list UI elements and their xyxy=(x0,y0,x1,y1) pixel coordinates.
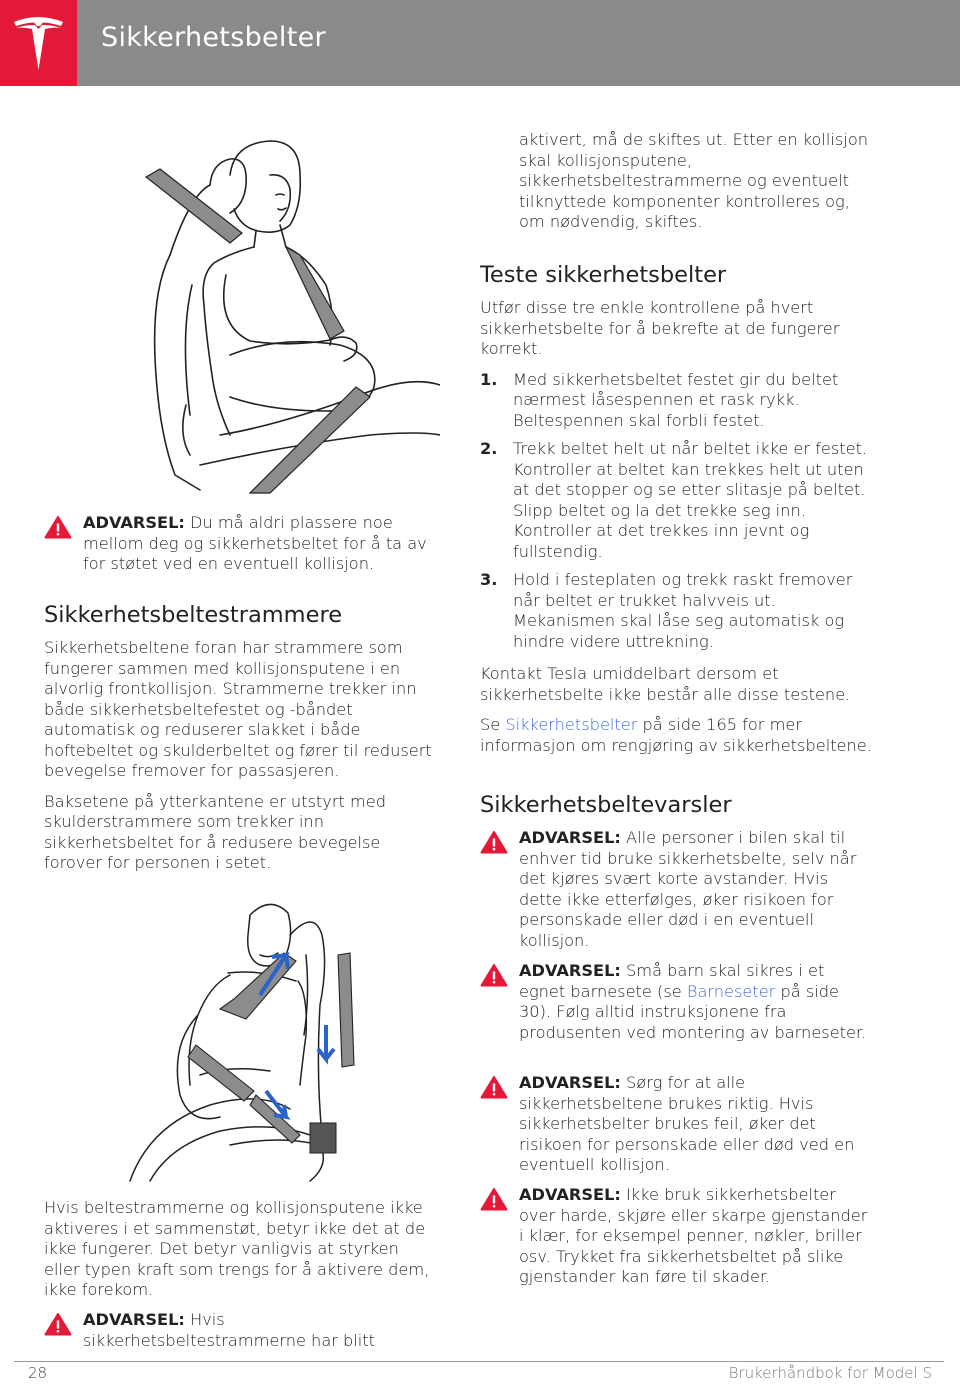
warning-label: ADVARSEL: xyxy=(83,513,185,532)
warning-text: Alle personer i bilen skal til enhver tid bruke sikkerhetsbelte, selv når det kjøres svært korte avstander. Hvis dette ikke etterfølges, øker risikoen for personskade eller død i en eventuell kollisjon. xyxy=(519,828,857,950)
paragraph: aktivert, må de skiftes ut. Etter en kollisjon skal kollisjonsputene, sikkerhetsbeltestrammerne og eventuelt tilknyttede komponenter kontrolleres og, om nødvendig, skiftes. xyxy=(519,130,869,231)
warning-text: Hvis sikkerhetsbeltestrammerne har blitt xyxy=(83,1310,375,1350)
sikkerhetsbelter-link[interactable]: Sikkerhetsbelter xyxy=(505,715,638,734)
step-text: Trekk beltet helt ut når beltet ikke er festet. Kontroller at beltet kan trekkes helt ut uten at det stopper og se etter slitasje på beltet. Slipp beltet og la det trekke seg inn. Kontroller at det trekkes inn jevnt og fullstendig. xyxy=(513,439,868,561)
warning-block: ADVARSEL: Små barn skal sikres i et egnet barnesete (se Barneseter på side 30). Følg alltid instruksjonene fra produsenten ved montering av barneseter. xyxy=(480,961,872,1043)
paragraph: Utfør disse tre enkle kontrollene på hvert sikkerhetsbelte for å bekrefte at de fungerer korrekt. xyxy=(480,298,840,358)
list-item xyxy=(480,370,872,432)
paragraph: Sikkerhetsbeltene foran har strammere som fungerer sammen med kollisjonsputene i en alvorlig frontkollisjon. Strammerne trekker inn både sikkerhetsbeltefestet og -båndet automatisk og reduserer slakket i både hoftebeltet og skulderbeltet og fører til redusert bevegelse fremover for passasjeren. xyxy=(44,638,432,780)
section-heading: Sikkerhetsbeltestrammere xyxy=(44,602,343,628)
warning-label: ADVARSEL: xyxy=(519,961,621,980)
barneseter-link[interactable]: Barneseter xyxy=(686,981,776,1001)
manual-title: Brukerhåndbok for Model S xyxy=(728,1364,932,1382)
warning-label: ADVARSEL: xyxy=(83,1310,185,1329)
step-number: 1. xyxy=(480,369,498,389)
page-title: Sikkerhetsbelter xyxy=(101,22,326,53)
tesla-logo-icon xyxy=(12,14,65,72)
warning-label: ADVARSEL: xyxy=(519,828,621,847)
section-heading: Teste sikkerhetsbelter xyxy=(480,262,727,288)
warning-triangle-icon xyxy=(480,830,508,854)
steps-list xyxy=(480,370,872,653)
paragraph: Baksetene på ytterkantene er utstyrt med skulderstrammere som trekker inn sikkerhetsbeltet for å redusere bevegelse forover for personen i setet. xyxy=(44,791,387,872)
warning-text: Ikke bruk sikkerhetsbelter over harde, skjøre eller skarpe gjenstander i klær, for eksempel penner, nøkler, briller osv. Trykket fra sikkerhetsbeltet på slike gjenstander kan føre til skader. xyxy=(519,1185,868,1286)
warning-triangle-icon xyxy=(480,1187,508,1211)
footer-divider xyxy=(14,1361,944,1362)
warning-block xyxy=(44,1310,436,1351)
paragraph: Hvis beltestrammerne og kollisjonsputene ikke aktiveres i et sammenstøt, betyr ikke det at de ikke fungerer. Det betyr vanligvis at styrken eller typen kraft som trengs for å aktivere dem, ikke forekom. xyxy=(44,1198,430,1299)
step-number: 3. xyxy=(480,570,498,589)
warning-label: ADVARSEL: xyxy=(519,1073,621,1092)
paragraph: Se Sikkerhetsbelter på side 165 for mer informasjon om rengjøring av sikkerhetsbeltene. xyxy=(480,715,872,755)
warning-triangle-icon xyxy=(480,963,508,987)
pregnant-woman-seatbelt-illustration xyxy=(130,135,440,495)
warning-block xyxy=(44,513,436,575)
page-header xyxy=(0,0,960,86)
warning-triangle-icon xyxy=(44,1312,72,1336)
step-number: 2. xyxy=(480,439,498,458)
warning-block xyxy=(480,828,872,951)
warning-block xyxy=(480,1073,872,1176)
list-item xyxy=(480,439,872,562)
list-item xyxy=(480,570,872,652)
section-heading: Sikkerhetsbeltevarsler xyxy=(480,792,732,818)
step-text: Hold i festeplaten og trekk raskt fremover når beltet er trukket halvveis ut. Mekanismen skal låse seg automatisk og hindre videre uttrekning. xyxy=(513,570,853,651)
paragraph: Kontakt Tesla umiddelbart dersom et sikkerhetsbelte ikke består alle disse testene. xyxy=(480,664,851,704)
warning-text: Sørg for at alle sikkerhetsbeltene brukes riktig. Hvis sikkerhetsbelter brukes feil, øker det risikoen for personskade eller død ved en eventuell kollisjon. xyxy=(519,1073,855,1174)
page-number: 28 xyxy=(28,1364,48,1382)
warning-text: Du må aldri plassere noe mellom deg og sikkerhetsbeltet for å ta av for støtet ved en eventuell kollisjon. xyxy=(83,513,427,573)
man-seatbelt-pretensioner-illustration xyxy=(110,895,365,1185)
warning-block xyxy=(480,1185,872,1288)
warning-label: ADVARSEL: xyxy=(519,1185,621,1204)
tesla-logo xyxy=(0,0,77,86)
warning-triangle-icon xyxy=(44,515,72,539)
warning-triangle-icon xyxy=(480,1075,508,1099)
step-text: Med sikkerhetsbeltet festet gir du beltet nærmest låsespennen et rask rykk. Beltespennen skal forbli festet. xyxy=(513,369,839,430)
